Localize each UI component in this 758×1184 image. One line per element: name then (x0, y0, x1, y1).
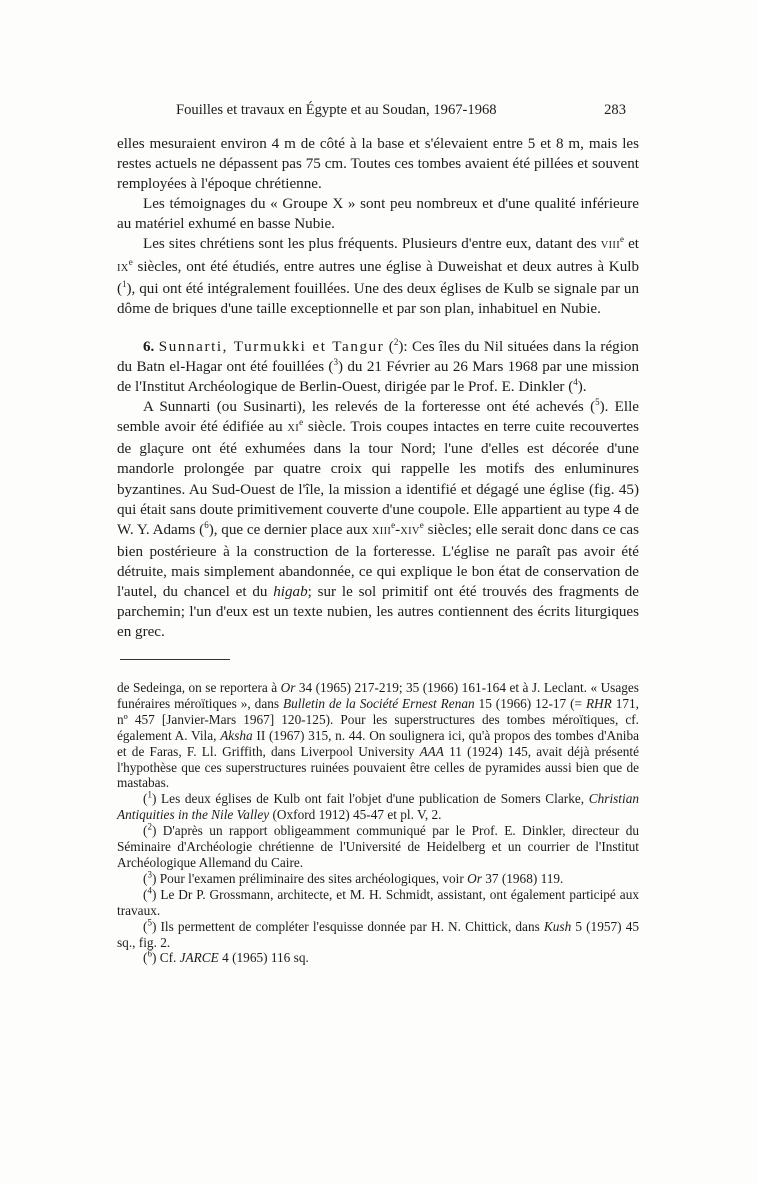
text-run: siècles, ont été étudiés, entre autres une église à Duweishat et deux autres à Kulb ( (117, 258, 639, 297)
section-title: Sunnarti, Turmukki et Tangur (158, 338, 385, 355)
footnote-number: 4 (147, 885, 152, 896)
text-run: ). (577, 379, 587, 396)
section-paragraph: 6. Sunnarti, Turmukki et Tangur ($^2$): Ces îles du Nil situées dans la région du Batn el-Hagar ont été fouillées ($^3$) du 21 Février au 26 Mars 1968 par une mission de l'Institut Archéologique de Berlin-Ouest, dirigée par le Prof. E. Dinkler ($^4$). (117, 336, 639, 396)
footnote-ref: 4 (573, 377, 578, 387)
journal-abbrev: Or (280, 680, 296, 695)
century-numeral: VIII (600, 240, 620, 252)
text-run: (Oxford 1912) 45-47 et pl. V, 2. (269, 807, 442, 823)
book-title: Christian Antiquities in the Nile Valley (117, 791, 639, 823)
text-run: ). Elle semble avoir été édifiée au (117, 399, 639, 436)
superscript: e (128, 256, 133, 267)
journal-abbrev: Or (467, 870, 482, 886)
footnote: ($^1$) Les deux églises de Kulb ont fait l'objet d'une publication de Somers Clarke, Christian Antiquities in the Nile Valley (Oxford 1912) 45-47 et pl. V, 2. (117, 789, 639, 823)
footnote: ($^4$) Le Dr P. Grossmann, architecte, et M. H. Schmidt, assistant, ont également participé aux travaux. (117, 885, 639, 918)
footnote: ($^3$) Pour l'examen préliminaire des sites archéologiques, voir Or 37 (1968) 119. (143, 869, 564, 886)
text-run: 37 (1968) 119. (481, 870, 564, 886)
footnote-number: 1 (147, 789, 152, 800)
text-run: 171, nº 457 [Janvier-Mars 1967] 120-125). Pour les superstructures des tombes méroïtiques, cf. également A. Vila, (117, 695, 639, 743)
footnote: ($^2$) D'après un rapport obligeamment communiqué par le Prof. E. Dinkler, directeur du Séminaire d'Archéologie chrétienne de l'Université de Heidelberg et un courrier de l'Institut Archéologique Allemand du Caire. (117, 821, 639, 870)
paragraph (117, 134, 639, 194)
book-title: Aksha (220, 727, 253, 743)
text-run: siècle. Trois coupes intactes en terre cuite recouvertes de glaçure ont été exhumées dans la tour Nord; l'une d'elles est décorée d'une mandorle prolongée par quatre croix qui rappelle les motifs des enluminures byzantines. Au Sud-Ouest de l'île, la mission a identifié et dégagé une église (fig. 45) qui était sans doute primitivement couverte d'une coupole. Elle appartient au type 4 de W. Y. Adams ( (117, 419, 640, 538)
superscript: e (299, 417, 304, 428)
text-run: Le Dr P. Grossmann, architecte, et M. H. Schmidt, assistant, ont également participé aux travaux. (117, 886, 639, 918)
century-numeral: XIV (400, 525, 420, 537)
paragraph-text: Les témoignages du « Groupe X » sont peu nombreux et d'une qualité inférieure au matériel exhumé en basse Nubie. (117, 196, 639, 233)
footnote-ref: 3 (333, 356, 338, 367)
text-run: 15 (1966) 12-17 (= (474, 695, 586, 711)
text-run: Les deux églises de Kulb ont fait l'objet d'une publication de Somers Clarke, (156, 791, 589, 807)
superscript: e (620, 234, 624, 245)
footnote-number: 5 (147, 917, 152, 928)
footnote-ref: 5 (595, 397, 600, 408)
text-run: ), qui ont été intégralement fouillées. Une des deux églises de Kulb se signale par un dôme de briques d'une taille exceptionnelle et par son plan, inhabituel en Nubie. (117, 280, 639, 317)
superscript: e (391, 519, 396, 530)
footnote-ref: 6 (204, 519, 209, 530)
journal-abbrev: JARCE (179, 950, 219, 966)
text-run: ; sur le sol primitif ont été trouvés des fragments de parchemin; l'un d'eux est un texte nubien, les autres contiennent des écrits liturgiques en grec. (117, 583, 639, 641)
paragraph (117, 397, 639, 642)
text-run: Ils permettent de compléter l'esquisse donnée par H. N. Chittick, dans (156, 918, 544, 934)
text-run: 34 (1965) 217-219; 35 (1966) 161-164 et à J. Leclant. « Usages funéraires méroïtiques », dans (117, 680, 639, 711)
text-run: ): Ces îles du Nil situées dans la région du Batn el-Hagar ont été fouillées ( (117, 338, 639, 375)
superscript: e (419, 519, 424, 530)
century-numeral: XIII (371, 525, 392, 537)
running-title: Fouilles et travaux en Égypte et au Soudan, 1967-1968 (176, 102, 497, 118)
footnote-number: 6 (147, 948, 152, 959)
footnote-number: 3 (147, 869, 152, 880)
footnote-ref: 1 (122, 278, 127, 289)
text-run: II (1967) 315, n. 44. On soulignera ici, qu'à propos des tombes d'Aniba et de Faras, F. Ll. Griffith, dans Liverpool University (117, 727, 639, 759)
text-run: Pour l'examen préliminaire des sites archéologiques, voir (156, 870, 468, 886)
paragraph-text: elles mesuraient environ 4 m de côté à la base et s'élevaient entre 5 et 8 m, mais les restes actuels ne dépassent pas 75 cm. Toutes ces tombes avaient été pillées et souvent remployées à l'époque chrétienne. (117, 136, 639, 193)
century-numeral: IX (117, 262, 129, 274)
text-run: - (395, 521, 401, 538)
page-number: 283 (604, 102, 626, 118)
main-text (117, 134, 639, 642)
footnote: ($^6$) Cf. JARCE 4 (1965) 116 sq. (143, 948, 309, 966)
text-run: ) du 21 Février au 26 Mars 1968 par une mission de l'Institut Archéologique de Berlin-Ouest, dirigée par le Prof. E. Dinkler ( (117, 358, 639, 396)
text-run: ), que ce dernier place aux (208, 521, 372, 538)
text-run: Cf. (156, 950, 180, 966)
footnote-separator (120, 659, 230, 660)
journal-abbrev: Kush (543, 918, 572, 934)
journal-abbrev: RHR (585, 695, 612, 711)
journal-abbrev: AAA (419, 743, 444, 759)
text-run: 4 (1965) 116 sq. (218, 950, 309, 966)
footnote: ($^5$) Ils permettent de compléter l'esquisse donnée par H. N. Chittick, dans Kush 5 (1957) 45 sq., fig. 2. (117, 917, 639, 950)
text-run: et (624, 236, 639, 253)
text-run: de Sedeinga, on se reportera à (117, 680, 281, 695)
text-run: D'après un rapport obligeamment communiqué par le Prof. E. Dinkler, directeur du Séminaire d'Archéologie chrétienne de l'Université de Heidelberg et un courrier de l'Institut Archéologique Allemand du Caire. (117, 823, 639, 870)
footnote-continuation (117, 680, 639, 791)
text-run: 11 (1924) 145, avait déjà présenté l'hypothèse que ces superstructures ruinées pouvaient être celles de pyramides aussi bien que de mastabas. (117, 743, 639, 791)
text-run: siècles; elle serait donc dans ce cas bien postérieure à la construction de la forteresse. L'église ne paraît pas avoir été détruite, mais simplement abandonnée, ce qui explique le bon état de conservation de l'autel, du chancel et du (117, 521, 639, 600)
century-numeral: XI (287, 423, 300, 435)
section-number: 6. (143, 338, 155, 355)
footnote-ref: 2 (393, 336, 399, 347)
footnotes (117, 680, 639, 966)
journal-title: Bulletin de la Société Ernest Renan (282, 695, 475, 711)
paragraph (117, 194, 639, 234)
running-header (176, 102, 626, 119)
italic-term: higab (273, 583, 308, 600)
text-run: A Sunnarti (ou Susinarti), les relevés de la forteresse ont été achevés ( (143, 399, 596, 416)
paragraph (117, 234, 639, 318)
text-run: Les sites chrétiens sont les plus fréquents. Plusieurs d'entre eux, datant des (143, 236, 601, 253)
text-run: 5 (1957) 45 sq., fig. 2. (117, 918, 639, 950)
footnote-number: 2 (147, 821, 152, 832)
